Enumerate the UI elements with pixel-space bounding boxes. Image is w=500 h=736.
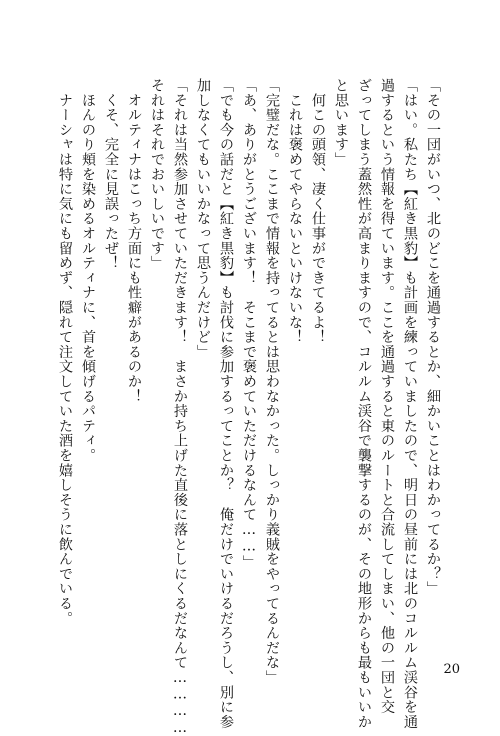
text-line-5: と思います」 [333,78,349,167]
text-line-15: くそ、完全に見誤ったぜ！ [103,78,119,271]
text-line-3: 過するという情報を得ています。ここを通過すると東のルートと合流してしまい、他の一団と交 [379,78,395,715]
text-line-16: ほんのり頬を染めるオルティナに、首を傾げるパティ。 [80,78,96,463]
text-line-2: 「はい。私たち【紅き黒豹】も計画を練っていましたので、明日の昼前には北のコルルム渓谷を通 [402,78,418,730]
vertical-text-block [53,78,444,736]
text-line-12: 「それは当然参加させていただきます！ まさか持ち上げた直後に落としにくるだなんて………… [172,78,188,736]
text-line-6: 何この頭領、凄く仕事ができてるよ！ [310,78,326,345]
text-line-8: 「完璧だな。ここまで情報を持ってるとは思わなかった。しっかり義賊をやってるんだな」 [264,78,280,685]
text-line-14: オルティナはこっち方面にも性癖があるのか！ [126,78,142,404]
text-line-9: 「あ、ありがとうございます！ そこまで褒めていただけるなんて……」 [241,78,257,570]
text-line-7: これは褒めてやらないといけないな！ [287,78,303,345]
text-line-11: 加しなくてもいいかなって思うんだけど」 [195,78,211,360]
page-number: 20 [443,662,460,677]
text-line-1: 「その一団がいつ、北のどこを通過するとか、細かいことはわかってるか？」 [425,78,441,596]
text-line-4: ざってしまう蓋然性が高まりますので、コルルム渓谷で襲撃するのが、その地形からも最もいいか [356,78,372,730]
text-line-13: それはそれでおいしいです」 [149,78,165,271]
text-line-10: 「でも今の話だと【紅き黒豹】も討伐に参加するってことか？ 俺だけでいけるだろうし、別に参 [218,78,234,730]
text-line-17: ナーシャは特に気にも留めず、隠れて注文していた酒を嬉しそうに飲んでいる。 [57,78,73,626]
